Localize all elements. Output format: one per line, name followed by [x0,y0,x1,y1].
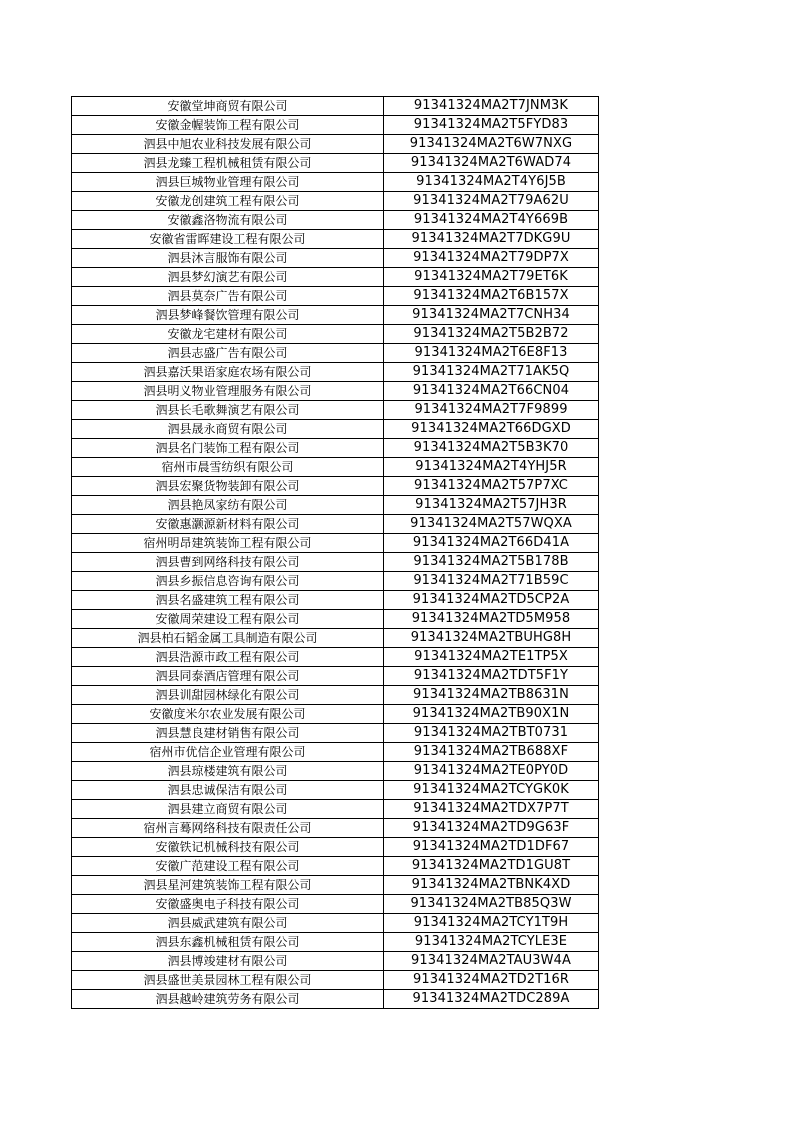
company-name-cell: 泗县艳凤家纺有限公司 [72,496,384,515]
company-name-cell: 泗县名门装饰工程有限公司 [72,439,384,458]
credit-code-cell: 91341324MA2T7CNH34 [384,306,599,325]
company-name-cell: 宿州言蓦网络科技有限责任公司 [72,819,384,838]
table-row [72,496,599,515]
credit-code-cell: 91341324MA2TB85Q3W [384,895,599,914]
table-row [72,230,599,249]
company-name-cell: 泗县梦幻演艺有限公司 [72,268,384,287]
company-name-cell: 泗县长毛歌舞演艺有限公司 [72,401,384,420]
table-row [72,325,599,344]
credit-code-cell: 91341324MA2T7F9899 [384,401,599,420]
company-name-cell: 泗县莫奈广告有限公司 [72,287,384,306]
company-name-cell: 安徽周荣建设工程有限公司 [72,610,384,629]
credit-code-cell: 91341324MA2TD1GU8T [384,857,599,876]
credit-code-cell: 91341324MA2T5FYD83 [384,116,599,135]
credit-code-cell: 91341324MA2TDT5F1Y [384,667,599,686]
company-name-cell: 安徽鑫洛物流有限公司 [72,211,384,230]
table-row [72,287,599,306]
credit-code-cell: 91341324MA2T66CN04 [384,382,599,401]
company-name-cell: 泗县忠诚保洁有限公司 [72,781,384,800]
table-row [72,743,599,762]
company-name-cell: 安徽龙创建筑工程有限公司 [72,192,384,211]
table-row [72,534,599,553]
credit-code-cell: 91341324MA2T4Y6J5B [384,173,599,192]
credit-code-cell: 91341324MA2TD2T16R [384,971,599,990]
table-row [72,667,599,686]
credit-code-cell: 91341324MA2TDX7P7T [384,800,599,819]
company-name-cell: 宿州市晨雪纺织有限公司 [72,458,384,477]
table-row [72,116,599,135]
company-name-cell: 泗县盛世美景园林工程有限公司 [72,971,384,990]
credit-code-cell: 91341324MA2T4Y669B [384,211,599,230]
table-row [72,705,599,724]
company-name-cell: 安徽堂坤商贸有限公司 [72,97,384,116]
table-row [72,477,599,496]
credit-code-cell: 91341324MA2TCY1T9H [384,914,599,933]
table-row [72,838,599,857]
table-row [72,591,599,610]
company-name-cell: 泗县星河建筑装饰工程有限公司 [72,876,384,895]
table-row [72,211,599,230]
credit-code-cell: 91341324MA2T71B59C [384,572,599,591]
table-row [72,971,599,990]
table-row [72,572,599,591]
company-name-cell: 安徽度米尔农业发展有限公司 [72,705,384,724]
company-name-cell: 泗县名盛建筑工程有限公司 [72,591,384,610]
company-name-cell: 泗县东鑫机械租赁有限公司 [72,933,384,952]
credit-code-cell: 91341324MA2TD5M958 [384,610,599,629]
table-row [72,629,599,648]
credit-code-cell: 91341324MA2T57JH3R [384,496,599,515]
credit-code-cell: 91341324MA2T71AK5Q [384,363,599,382]
table-row [72,401,599,420]
company-name-cell: 泗县建立商贸有限公司 [72,800,384,819]
credit-code-cell: 91341324MA2TD1DF67 [384,838,599,857]
table-row [72,781,599,800]
company-name-cell: 泗县博竣建材有限公司 [72,952,384,971]
company-name-cell: 安徽广范建设工程有限公司 [72,857,384,876]
table-row [72,686,599,705]
company-name-cell: 泗县柏石韬金属工具制造有限公司 [72,629,384,648]
table-row [72,97,599,116]
credit-code-cell: 91341324MA2T66D41A [384,534,599,553]
company-name-cell: 安徽金幄装饰工程有限公司 [72,116,384,135]
credit-code-cell: 91341324MA2T6WAD74 [384,154,599,173]
credit-code-cell: 91341324MA2T7DKG9U [384,230,599,249]
credit-code-cell: 91341324MA2TB90X1N [384,705,599,724]
credit-code-cell: 91341324MA2T5B2B72 [384,325,599,344]
company-name-cell: 宿州明昂建筑装饰工程有限公司 [72,534,384,553]
table-row [72,135,599,154]
table-row [72,458,599,477]
table-row [72,344,599,363]
company-name-cell: 泗县越岭建筑劳务有限公司 [72,990,384,1009]
table-row [72,249,599,268]
credit-code-cell: 91341324MA2TE1TP5X [384,648,599,667]
credit-code-cell: 91341324MA2T7JNM3K [384,97,599,116]
company-name-cell: 泗县威武建筑有限公司 [72,914,384,933]
credit-code-cell: 91341324MA2TD5CP2A [384,591,599,610]
credit-code-cell: 91341324MA2T4YHJ5R [384,458,599,477]
credit-code-cell: 91341324MA2TE0PY0D [384,762,599,781]
table-row [72,306,599,325]
table-row [72,610,599,629]
table-row [72,800,599,819]
credit-code-cell: 91341324MA2T6B157X [384,287,599,306]
company-name-cell: 泗县乡振信息咨询有限公司 [72,572,384,591]
table-row [72,952,599,971]
table-row [72,819,599,838]
table-row [72,914,599,933]
table-row [72,154,599,173]
credit-code-cell: 91341324MA2TBUHG8H [384,629,599,648]
credit-code-cell: 91341324MA2T66DGXD [384,420,599,439]
company-name-cell: 泗县曹到网络科技有限公司 [72,553,384,572]
credit-code-cell: 91341324MA2T57P7XC [384,477,599,496]
table-row [72,553,599,572]
company-name-cell: 泗县中旭农业科技发展有限公司 [72,135,384,154]
table-row [72,439,599,458]
company-name-cell: 泗县嘉沃果语家庭农场有限公司 [72,363,384,382]
credit-code-cell: 91341324MA2T57WQXA [384,515,599,534]
table-row [72,515,599,534]
company-name-cell: 泗县巨城物业管理有限公司 [72,173,384,192]
credit-code-cell: 91341324MA2T5B3K70 [384,439,599,458]
credit-code-cell: 91341324MA2T79ET6K [384,268,599,287]
table-row [72,382,599,401]
table-row [72,192,599,211]
company-name-cell: 泗县志盛广告有限公司 [72,344,384,363]
company-name-cell: 泗县晟永商贸有限公司 [72,420,384,439]
table-row [72,648,599,667]
company-name-cell: 泗县训甜园林绿化有限公司 [72,686,384,705]
table-row [72,724,599,743]
company-name-cell: 泗县慧良建材销售有限公司 [72,724,384,743]
company-name-cell: 泗县琼楼建筑有限公司 [72,762,384,781]
table-row [72,762,599,781]
credit-code-cell: 91341324MA2TAU3W4A [384,952,599,971]
credit-code-cell: 91341324MA2TCYGK0K [384,781,599,800]
table-body [72,97,599,1009]
credit-code-cell: 91341324MA2TBNK4XD [384,876,599,895]
company-name-cell: 宿州市优信企业管理有限公司 [72,743,384,762]
credit-code-cell: 91341324MA2TD9G63F [384,819,599,838]
table-row [72,420,599,439]
company-name-cell: 泗县龙臻工程机械租赁有限公司 [72,154,384,173]
table-row [72,990,599,1009]
credit-code-cell: 91341324MA2T5B178B [384,553,599,572]
table-row [72,933,599,952]
company-name-cell: 泗县梦峰餐饮管理有限公司 [72,306,384,325]
company-name-cell: 泗县沐言服饰有限公司 [72,249,384,268]
table-row [72,857,599,876]
company-name-cell: 安徽惠灏源新材料有限公司 [72,515,384,534]
company-name-cell: 泗县浩源市政工程有限公司 [72,648,384,667]
table-row [72,876,599,895]
company-name-cell: 安徽盛奥电子科技有限公司 [72,895,384,914]
company-name-cell: 安徽省雷晖建设工程有限公司 [72,230,384,249]
table-row [72,895,599,914]
credit-code-cell: 91341324MA2TB8631N [384,686,599,705]
credit-code-cell: 91341324MA2T6W7NXG [384,135,599,154]
table-row [72,173,599,192]
credit-code-cell: 91341324MA2TCYLE3E [384,933,599,952]
credit-code-cell: 91341324MA2TB688XF [384,743,599,762]
credit-code-cell: 91341324MA2T79A62U [384,192,599,211]
company-name-cell: 泗县明义物业管理服务有限公司 [72,382,384,401]
credit-code-cell: 91341324MA2T6E8F13 [384,344,599,363]
company-name-cell: 安徽铁记机械科技有限公司 [72,838,384,857]
credit-code-cell: 91341324MA2T79DP7X [384,249,599,268]
credit-code-cell: 91341324MA2TBT0731 [384,724,599,743]
company-name-cell: 泗县宏聚货物装卸有限公司 [72,477,384,496]
table-row [72,363,599,382]
credit-code-cell: 91341324MA2TDC289A [384,990,599,1009]
company-name-cell: 泗县同泰酒店管理有限公司 [72,667,384,686]
table-row [72,268,599,287]
company-name-cell: 安徽龙宅建材有限公司 [72,325,384,344]
company-table [71,96,599,1009]
